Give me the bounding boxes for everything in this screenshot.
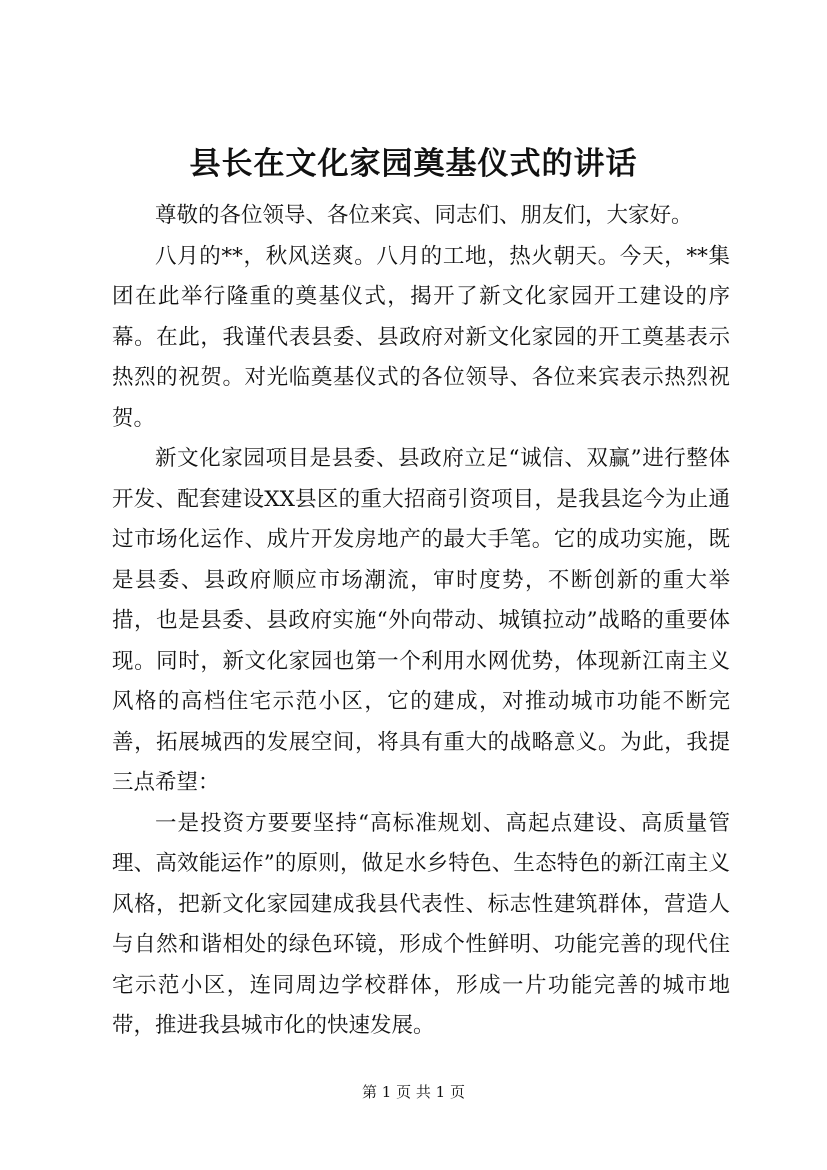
paragraph-project: 新文化家园项目是县委、县政府立足“诚信、双赢”进行整体开发、配套建设XX县区的重大招商引资项目，是我县迄今为止通过市场化运作、成片开发房地产的最大手笔。它的成功实施，既是县委、县政府顺应市场潮流，审时度势，不断创新的重大举措，也是县委、县政府实施“外向带动、城镇拉动”战略的重要体现。同时，新文化家园也第一个利用水网优势，体现新江南主义风格的高档住宅示范小区，它的建成，对推动城市功能不断完善，拓展城西的发展空间，将具有重大的战略意义。为此，我提三点希望： bbox=[112, 446, 730, 795]
document-body bbox=[112, 196, 730, 1047]
paragraph-greeting: 尊敬的各位领导、各位来宾、同志们、朋友们，大家好。 bbox=[155, 203, 693, 228]
page-footer bbox=[0, 1080, 827, 1104]
document-title: 县长在文化家园奠基仪式的讲话 bbox=[189, 146, 638, 182]
page-number: 第 1 页 bbox=[362, 1083, 412, 1101]
paragraph-opening: 八月的**，秋风送爽。八月的工地，热火朝天。今天，**集团在此举行隆重的奠基仪式，揭开了新文化家园开工建设的序幕。在此，我谨代表县委、县政府对新文化家园的开工奠基表示热烈的祝贺。对光临奠基仪式的各位领导、各位来宾表示热烈祝贺。 bbox=[112, 243, 730, 431]
page-total: 共 1 页 bbox=[415, 1083, 465, 1101]
paragraph-hope-one: 一是投资方要要坚持“高标准规划、高起点建设、高质量管理、高效能运作”的原则，做足水乡特色、生态特色的新江南主义风格，把新文化家园建成我县代表性、标志性建筑群体，营造人与自然和谐相处的绿色环镜，形成个性鲜明、功能完善的现代住宅示范小区，连同周边学校群体，形成一片功能完善的城市地带，推进我县城市化的快速发展。 bbox=[112, 810, 730, 1038]
